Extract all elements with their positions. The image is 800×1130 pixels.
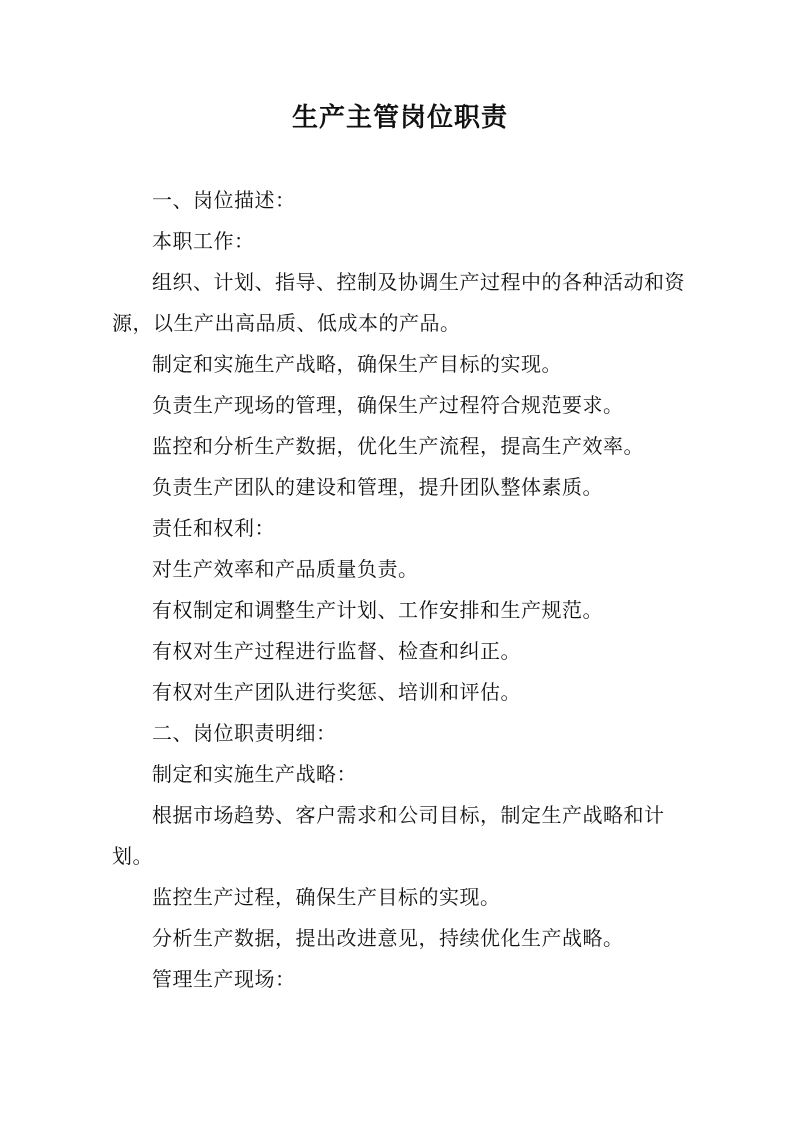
subheading-strategy: 制定和实施生产战略： (152, 762, 357, 786)
paragraph: 监控和分析生产数据，优化生产流程，提高生产效率。 (152, 434, 644, 458)
paragraph: 有权对生产过程进行监督、检查和纠正。 (152, 639, 521, 663)
paragraph: 监控生产过程，确保生产目标的实现。 (152, 885, 501, 909)
subheading-duties: 本职工作： (152, 229, 255, 253)
subheading-responsibilities-rights: 责任和权利： (152, 516, 275, 540)
paragraph: 根据市场趋势、客户需求和公司目标，制定生产战略和计划。 (112, 803, 665, 868)
subheading-site-management: 管理生产现场： (152, 967, 296, 991)
document-body (112, 180, 702, 1000)
section-heading-job-description: 一、岗位描述： (152, 188, 296, 212)
document-title: 生产主管岗位职责 (291, 103, 508, 133)
paragraph: 分析生产数据，提出改进意见，持续优化生产战略。 (152, 926, 624, 950)
paragraph: 组织、计划、指导、控制及协调生产过程中的各种活动和资源，以生产出高品质、低成本的产品。 (112, 270, 685, 335)
paragraph: 制定和实施生产战略，确保生产目标的实现。 (152, 352, 562, 376)
section-heading-duty-details: 二、岗位职责明细： (152, 721, 337, 745)
paragraph: 有权对生产团队进行奖惩、培训和评估。 (152, 680, 521, 704)
paragraph: 有权制定和调整生产计划、工作安排和生产规范。 (152, 598, 603, 622)
paragraph: 负责生产现场的管理，确保生产过程符合规范要求。 (152, 393, 624, 417)
paragraph: 负责生产团队的建设和管理，提升团队整体素质。 (152, 475, 603, 499)
paragraph: 对生产效率和产品质量负责。 (152, 557, 419, 581)
